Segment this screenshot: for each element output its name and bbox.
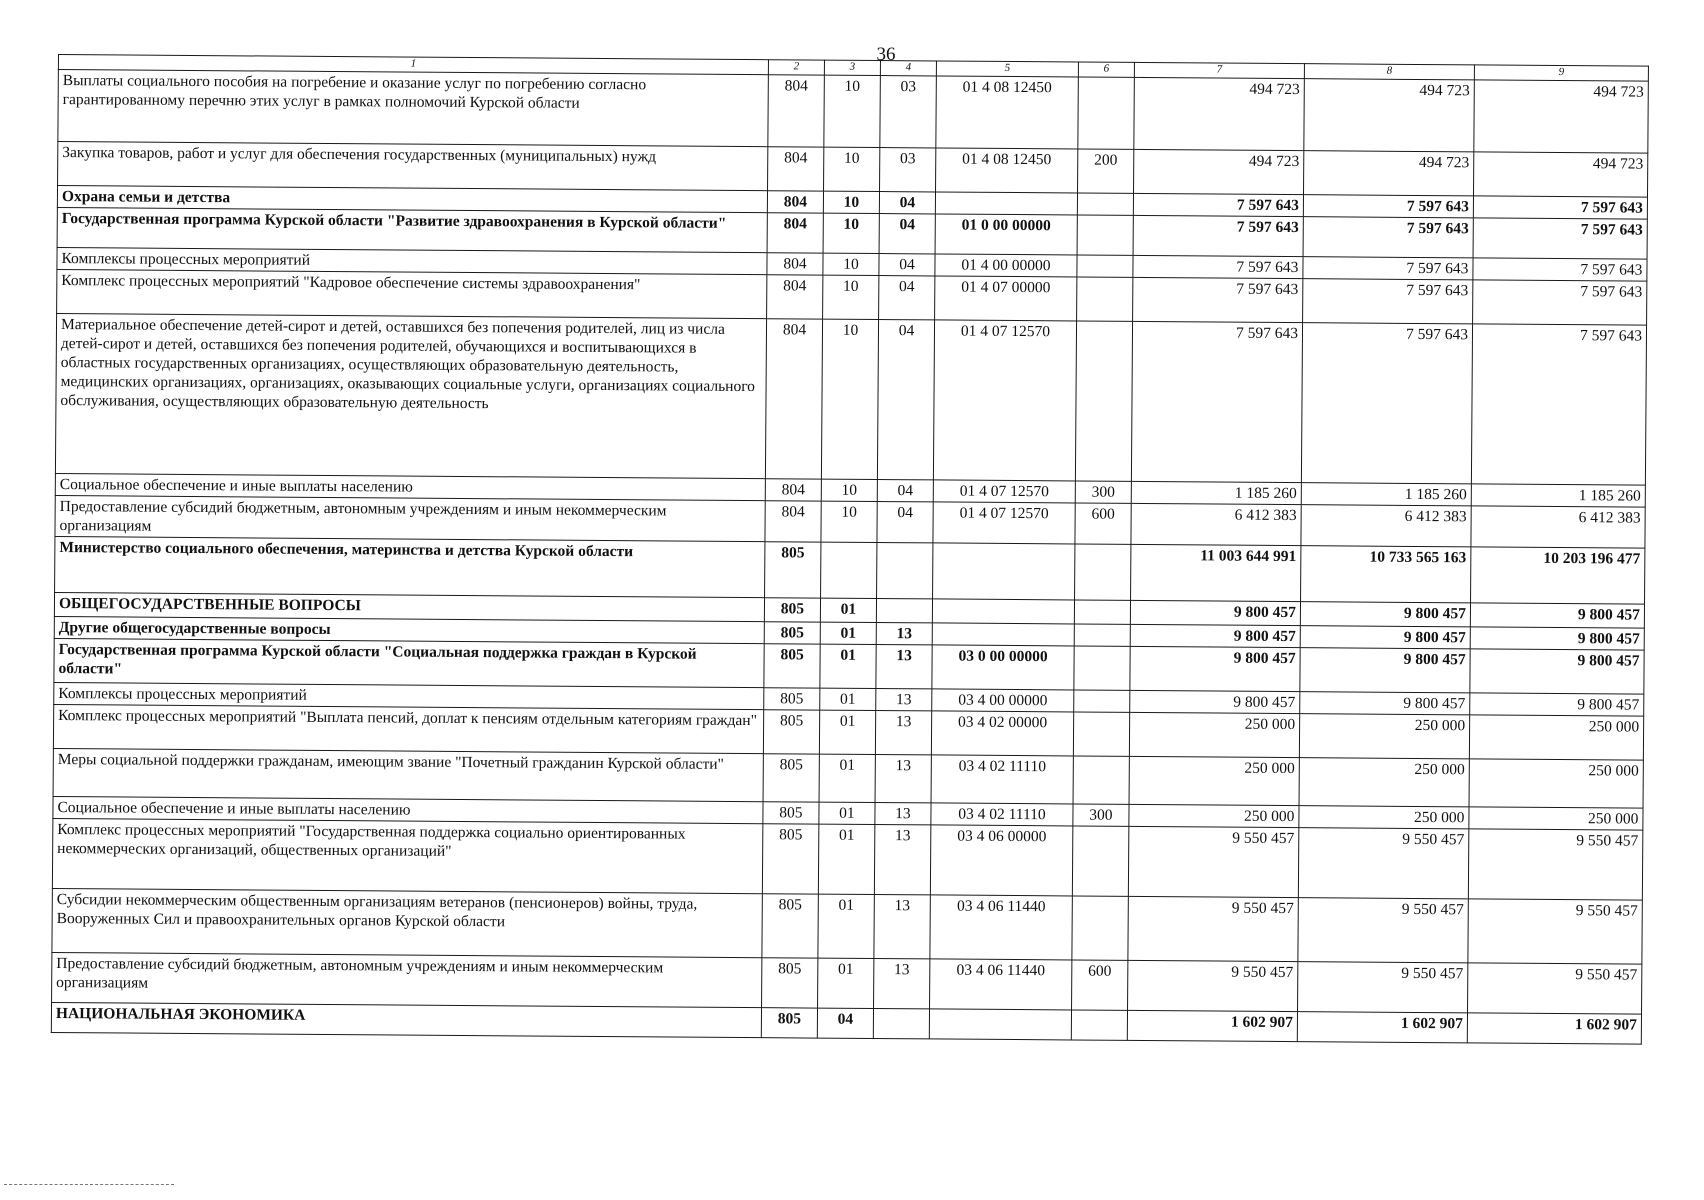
section-code: 01: [818, 824, 875, 894]
amount-2025: 9 800 457: [1300, 692, 1470, 715]
expense-type: [1077, 193, 1133, 215]
admin-code: 804: [765, 479, 821, 501]
target-article: 01 4 08 12450: [936, 148, 1078, 193]
section-code: 01: [818, 894, 874, 958]
row-name: Государственная программа Курской области "Социальная поддержка граждан в Курской области": [54, 638, 764, 687]
subsection-code: [876, 599, 932, 623]
amount-2026: 494 723: [1473, 152, 1647, 197]
admin-code: 804: [767, 253, 823, 275]
expense-type: 600: [1075, 503, 1131, 544]
column-number: 3: [824, 60, 880, 75]
row-name: Предоставление субсидий бюджетным, автономным учреждениям и иным некоммерческим организациям: [55, 495, 765, 541]
row-name: Комплексы процессных мероприятий: [54, 682, 764, 709]
amount-2024: 7 597 643: [1133, 255, 1303, 278]
expense-type: [1077, 255, 1133, 277]
subsection-code: 03: [880, 148, 936, 192]
amount-2026: 250 000: [1469, 715, 1643, 760]
target-article: 03 4 06 00000: [930, 825, 1073, 896]
amount-2024: 11 003 644 991: [1131, 544, 1301, 601]
budget-table: [51, 54, 1649, 1045]
amount-2026: 7 597 643: [1473, 280, 1647, 325]
amount-2026: 7 597 643: [1473, 196, 1647, 219]
admin-code: 805: [762, 958, 818, 1008]
expense-type: 300: [1075, 481, 1131, 503]
target-article: 01 4 07 00000: [935, 276, 1077, 321]
admin-code: 805: [764, 644, 820, 688]
admin-code: 804: [768, 75, 825, 147]
column-number: 5: [936, 61, 1078, 77]
amount-2026: 9 800 457: [1470, 649, 1644, 694]
section-code: 01: [820, 688, 876, 710]
expense-type: 300: [1073, 804, 1129, 826]
section-code: 10: [824, 75, 881, 147]
admin-code: 804: [768, 147, 824, 191]
amount-2026: 7 597 643: [1473, 258, 1647, 281]
row-name: Социальное обеспечение и иные выплаты населению: [55, 473, 765, 500]
column-number: 2: [768, 60, 824, 75]
section-code: 01: [819, 802, 875, 824]
amount-2024: 7 597 643: [1133, 215, 1303, 256]
row-name: Субсидии некоммерческим общественным организациям ветеранов (пенсионеров) войны, труда, Вооруженных Сил и правоохранительных органов Курской области: [52, 888, 762, 957]
amount-2025: 6 412 383: [1301, 505, 1471, 547]
target-article: [929, 1009, 1071, 1040]
amount-2024: 7 597 643: [1131, 321, 1302, 482]
admin-code: 805: [762, 894, 818, 958]
row-name: Меры социальной поддержки гражданам, имеющим звание "Почетный гражданин Курской области": [53, 748, 763, 801]
amount-2026: 250 000: [1469, 759, 1643, 808]
amount-2026: 9 550 457: [1468, 899, 1642, 964]
expense-type: [1075, 544, 1131, 600]
amount-2026: 1 185 260: [1471, 484, 1645, 507]
column-number: 1: [58, 55, 768, 75]
expense-type: [1073, 712, 1129, 756]
row-name: Социальное обеспечение и иные выплаты населению: [53, 796, 763, 823]
scan-artifact-line: [4, 1184, 174, 1185]
column-number: 4: [880, 61, 936, 76]
target-article: 03 4 02 11110: [931, 755, 1073, 804]
expense-type: [1075, 321, 1132, 481]
expense-type: [1077, 215, 1133, 255]
amount-2026: 9 550 457: [1468, 829, 1643, 900]
amount-2025: 494 723: [1304, 151, 1474, 196]
section-code: 01: [820, 622, 876, 644]
amount-2025: 10 733 565 163: [1301, 546, 1471, 603]
amount-2025: 9 550 457: [1298, 898, 1468, 963]
admin-code: 805: [764, 598, 820, 622]
page-number: 36: [876, 44, 896, 65]
amount-2026: 7 597 643: [1473, 218, 1647, 259]
admin-code: 804: [767, 213, 823, 253]
admin-code: 804: [767, 275, 823, 319]
amount-2025: 7 597 643: [1303, 195, 1473, 218]
amount-2025: 7 597 643: [1303, 257, 1473, 280]
subsection-code: [877, 543, 933, 599]
amount-2026: 1 602 907: [1467, 1013, 1641, 1044]
target-article: 03 4 06 11440: [930, 895, 1072, 960]
section-code: 01: [819, 710, 875, 754]
amount-2024: 9 550 457: [1128, 896, 1298, 961]
budget-sheet: [51, 54, 1648, 1045]
amount-2026: 10 203 196 477: [1471, 547, 1645, 604]
admin-code: 805: [761, 1008, 817, 1038]
amount-2024: 9 800 457: [1130, 624, 1300, 647]
amount-2024: 250 000: [1129, 804, 1299, 827]
amount-2025: 9 550 457: [1298, 828, 1469, 899]
admin-code: 805: [765, 542, 821, 598]
target-article: 03 4 00 00000: [932, 689, 1074, 712]
section-code: 10: [823, 253, 879, 275]
section-code: 01: [820, 598, 876, 622]
target-article: 03 0 00 00000: [932, 645, 1074, 690]
amount-2024: 9 550 457: [1128, 960, 1298, 1011]
admin-code: 805: [763, 802, 819, 824]
subsection-code: 13: [876, 689, 932, 711]
amount-2026: 6 412 383: [1471, 506, 1645, 548]
section-code: 01: [819, 754, 875, 802]
section-code: 10: [821, 319, 878, 479]
table-row: [55, 313, 1646, 485]
amount-2024: 7 597 643: [1133, 277, 1303, 322]
expense-type: 600: [1072, 960, 1128, 1010]
amount-2026: 9 800 457: [1470, 603, 1644, 628]
expense-type: [1074, 624, 1130, 646]
expense-type: [1078, 77, 1135, 149]
subsection-code: 04: [877, 480, 933, 502]
section-code: 10: [821, 501, 877, 542]
expense-type: [1073, 756, 1129, 804]
section-code: 01: [820, 644, 876, 688]
subsection-code: 04: [877, 320, 934, 480]
admin-code: 805: [762, 824, 819, 894]
row-name: НАЦИОНАЛЬНАЯ ЭКОНОМИКА: [51, 1002, 761, 1037]
table-row: [52, 818, 1642, 900]
amount-2026: 9 550 457: [1468, 963, 1642, 1014]
subsection-code: 13: [874, 959, 930, 1009]
amount-2024: 9 800 457: [1130, 690, 1300, 713]
section-code: 10: [823, 191, 879, 213]
amount-2024: 9 550 457: [1128, 826, 1299, 897]
amount-2024: 494 723: [1134, 149, 1304, 194]
target-article: 03 4 02 11110: [931, 803, 1073, 826]
target-article: 01 4 00 00000: [935, 254, 1077, 277]
column-number: 9: [1474, 65, 1648, 81]
subsection-code: 04: [879, 192, 935, 214]
subsection-code: 13: [875, 711, 931, 755]
target-article: [935, 192, 1077, 215]
row-name: Министерство социального обеспечения, материнства и детства Курской области: [55, 536, 765, 597]
expense-type: [1072, 896, 1128, 960]
target-article: 03 4 02 00000: [931, 711, 1073, 756]
subsection-code: 13: [876, 623, 932, 645]
row-name: Предоставление субсидий бюджетным, автономным учреждениям и иным некоммерческим организациям: [52, 952, 762, 1007]
section-code: 10: [821, 479, 877, 501]
row-name: Комплекс процессных мероприятий "Выплата пенсий, доплат к пенсиям отдельным категориям граждан": [53, 704, 763, 753]
amount-2026: 7 597 643: [1471, 324, 1646, 485]
section-code: 01: [818, 958, 874, 1008]
subsection-code: 04: [879, 254, 935, 276]
row-name: ОБЩЕГОСУДАРСТВЕННЫЕ ВОПРОСЫ: [54, 592, 764, 621]
admin-code: 805: [764, 622, 820, 644]
subsection-code: [873, 1009, 929, 1039]
subsection-code: 13: [875, 755, 931, 803]
row-name: Выплаты социального пособия на погребение и оказание услуг по погребению согласно гарантированному перечню этих услуг в рамках полномочий Курской области: [58, 70, 769, 147]
admin-code: 805: [764, 688, 820, 710]
amount-2025: 7 597 643: [1301, 323, 1472, 484]
amount-2026: 9 800 457: [1470, 693, 1644, 716]
amount-2025: 9 800 457: [1300, 602, 1470, 627]
target-article: 01 4 07 12570: [933, 320, 1076, 481]
amount-2025: 9 800 457: [1300, 626, 1470, 649]
amount-2024: 6 412 383: [1131, 503, 1301, 545]
admin-code: 805: [763, 710, 819, 754]
section-code: [821, 542, 877, 598]
row-name: Комплекс процессных мероприятий "Государственная поддержка социально ориентированных некоммерческих организаций, общественных организаций": [52, 818, 762, 893]
amount-2025: 9 550 457: [1298, 962, 1468, 1013]
amount-2024: 250 000: [1129, 756, 1299, 805]
amount-2024: 7 597 643: [1133, 193, 1303, 216]
target-article: 01 0 00 00000: [935, 214, 1077, 255]
amount-2025: 494 723: [1304, 79, 1475, 152]
expense-type: [1074, 600, 1130, 624]
target-article: 01 4 07 12570: [933, 480, 1075, 503]
admin-code: 805: [763, 754, 819, 802]
amount-2025: 250 000: [1299, 758, 1469, 807]
amount-2025: 250 000: [1299, 806, 1469, 829]
amount-2026: 250 000: [1469, 807, 1643, 830]
subsection-code: 13: [874, 825, 931, 895]
admin-code: 804: [765, 501, 821, 542]
column-number: 6: [1078, 62, 1134, 77]
amount-2025: 250 000: [1299, 714, 1469, 759]
expense-type: [1074, 646, 1130, 690]
subsection-code: 04: [879, 214, 935, 254]
expense-type: [1074, 690, 1130, 712]
amount-2026: 9 800 457: [1470, 627, 1644, 650]
section-code: 04: [817, 1008, 873, 1038]
subsection-code: 04: [879, 276, 935, 320]
target-article: [933, 543, 1075, 600]
target-article: 01 4 08 12450: [936, 76, 1079, 149]
amount-2025: 1 185 260: [1301, 483, 1471, 506]
amount-2024: 1 602 907: [1127, 1010, 1297, 1041]
amount-2024: 9 800 457: [1130, 600, 1300, 625]
amount-2024: 1 185 260: [1131, 481, 1301, 504]
row-name: Другие общегосударственные вопросы: [54, 616, 764, 643]
amount-2026: 494 723: [1474, 80, 1649, 153]
subsection-code: 13: [875, 803, 931, 825]
amount-2025: 9 800 457: [1300, 648, 1470, 693]
expense-type: 200: [1078, 149, 1134, 193]
amount-2024: 9 800 457: [1130, 646, 1300, 691]
section-code: 10: [823, 275, 879, 319]
column-number: 8: [1304, 64, 1474, 80]
amount-2024: 250 000: [1129, 712, 1299, 757]
section-code: 10: [824, 147, 880, 191]
table-row: [58, 70, 1648, 154]
column-number: 7: [1134, 62, 1304, 78]
target-article: [932, 599, 1074, 624]
target-article: 01 4 07 12570: [933, 502, 1075, 544]
row-name: Материальное обеспечение детей-сирот и детей, оставшихся без попечения родителей, лиц из числа детей-сирот и детей, оставшихся без попечения родителей, обучающихся и воспитывающихся в областных государственных организациях, осуществляющих образовательную деятельность, медицинских организациях, организациях, оказывающих социальные услуги, организациях социального обслуживания, осуществляющих образовательную деятельность: [55, 313, 766, 478]
row-name: Комплексы процессных мероприятий: [57, 247, 767, 274]
amount-2025: 1 602 907: [1297, 1012, 1467, 1043]
subsection-code: 13: [874, 895, 930, 959]
row-name: Государственная программа Курской области "Развитие здравоохранения в Курской области": [57, 207, 767, 252]
expense-type: [1072, 826, 1129, 896]
row-name: Охрана семьи и детства: [57, 186, 767, 213]
subsection-code: 03: [880, 76, 937, 148]
expense-type: [1071, 1010, 1127, 1040]
row-name: Закупка товаров, работ и услуг для обеспечения государственных (муниципальных) нужд: [58, 142, 768, 191]
target-article: 03 4 06 11440: [930, 959, 1072, 1010]
section-code: 10: [823, 213, 879, 253]
subsection-code: 04: [877, 502, 933, 543]
target-article: [932, 623, 1074, 646]
row-name: Комплекс процессных мероприятий "Кадровое обеспечение системы здравоохранения": [57, 269, 767, 318]
admin-code: 804: [765, 319, 822, 479]
table-row: [52, 888, 1642, 964]
admin-code: 804: [767, 191, 823, 213]
amount-2025: 7 597 643: [1303, 279, 1473, 324]
amount-2024: 494 723: [1134, 77, 1305, 150]
amount-2025: 7 597 643: [1303, 217, 1473, 258]
subsection-code: 13: [876, 645, 932, 689]
expense-type: [1077, 277, 1133, 321]
